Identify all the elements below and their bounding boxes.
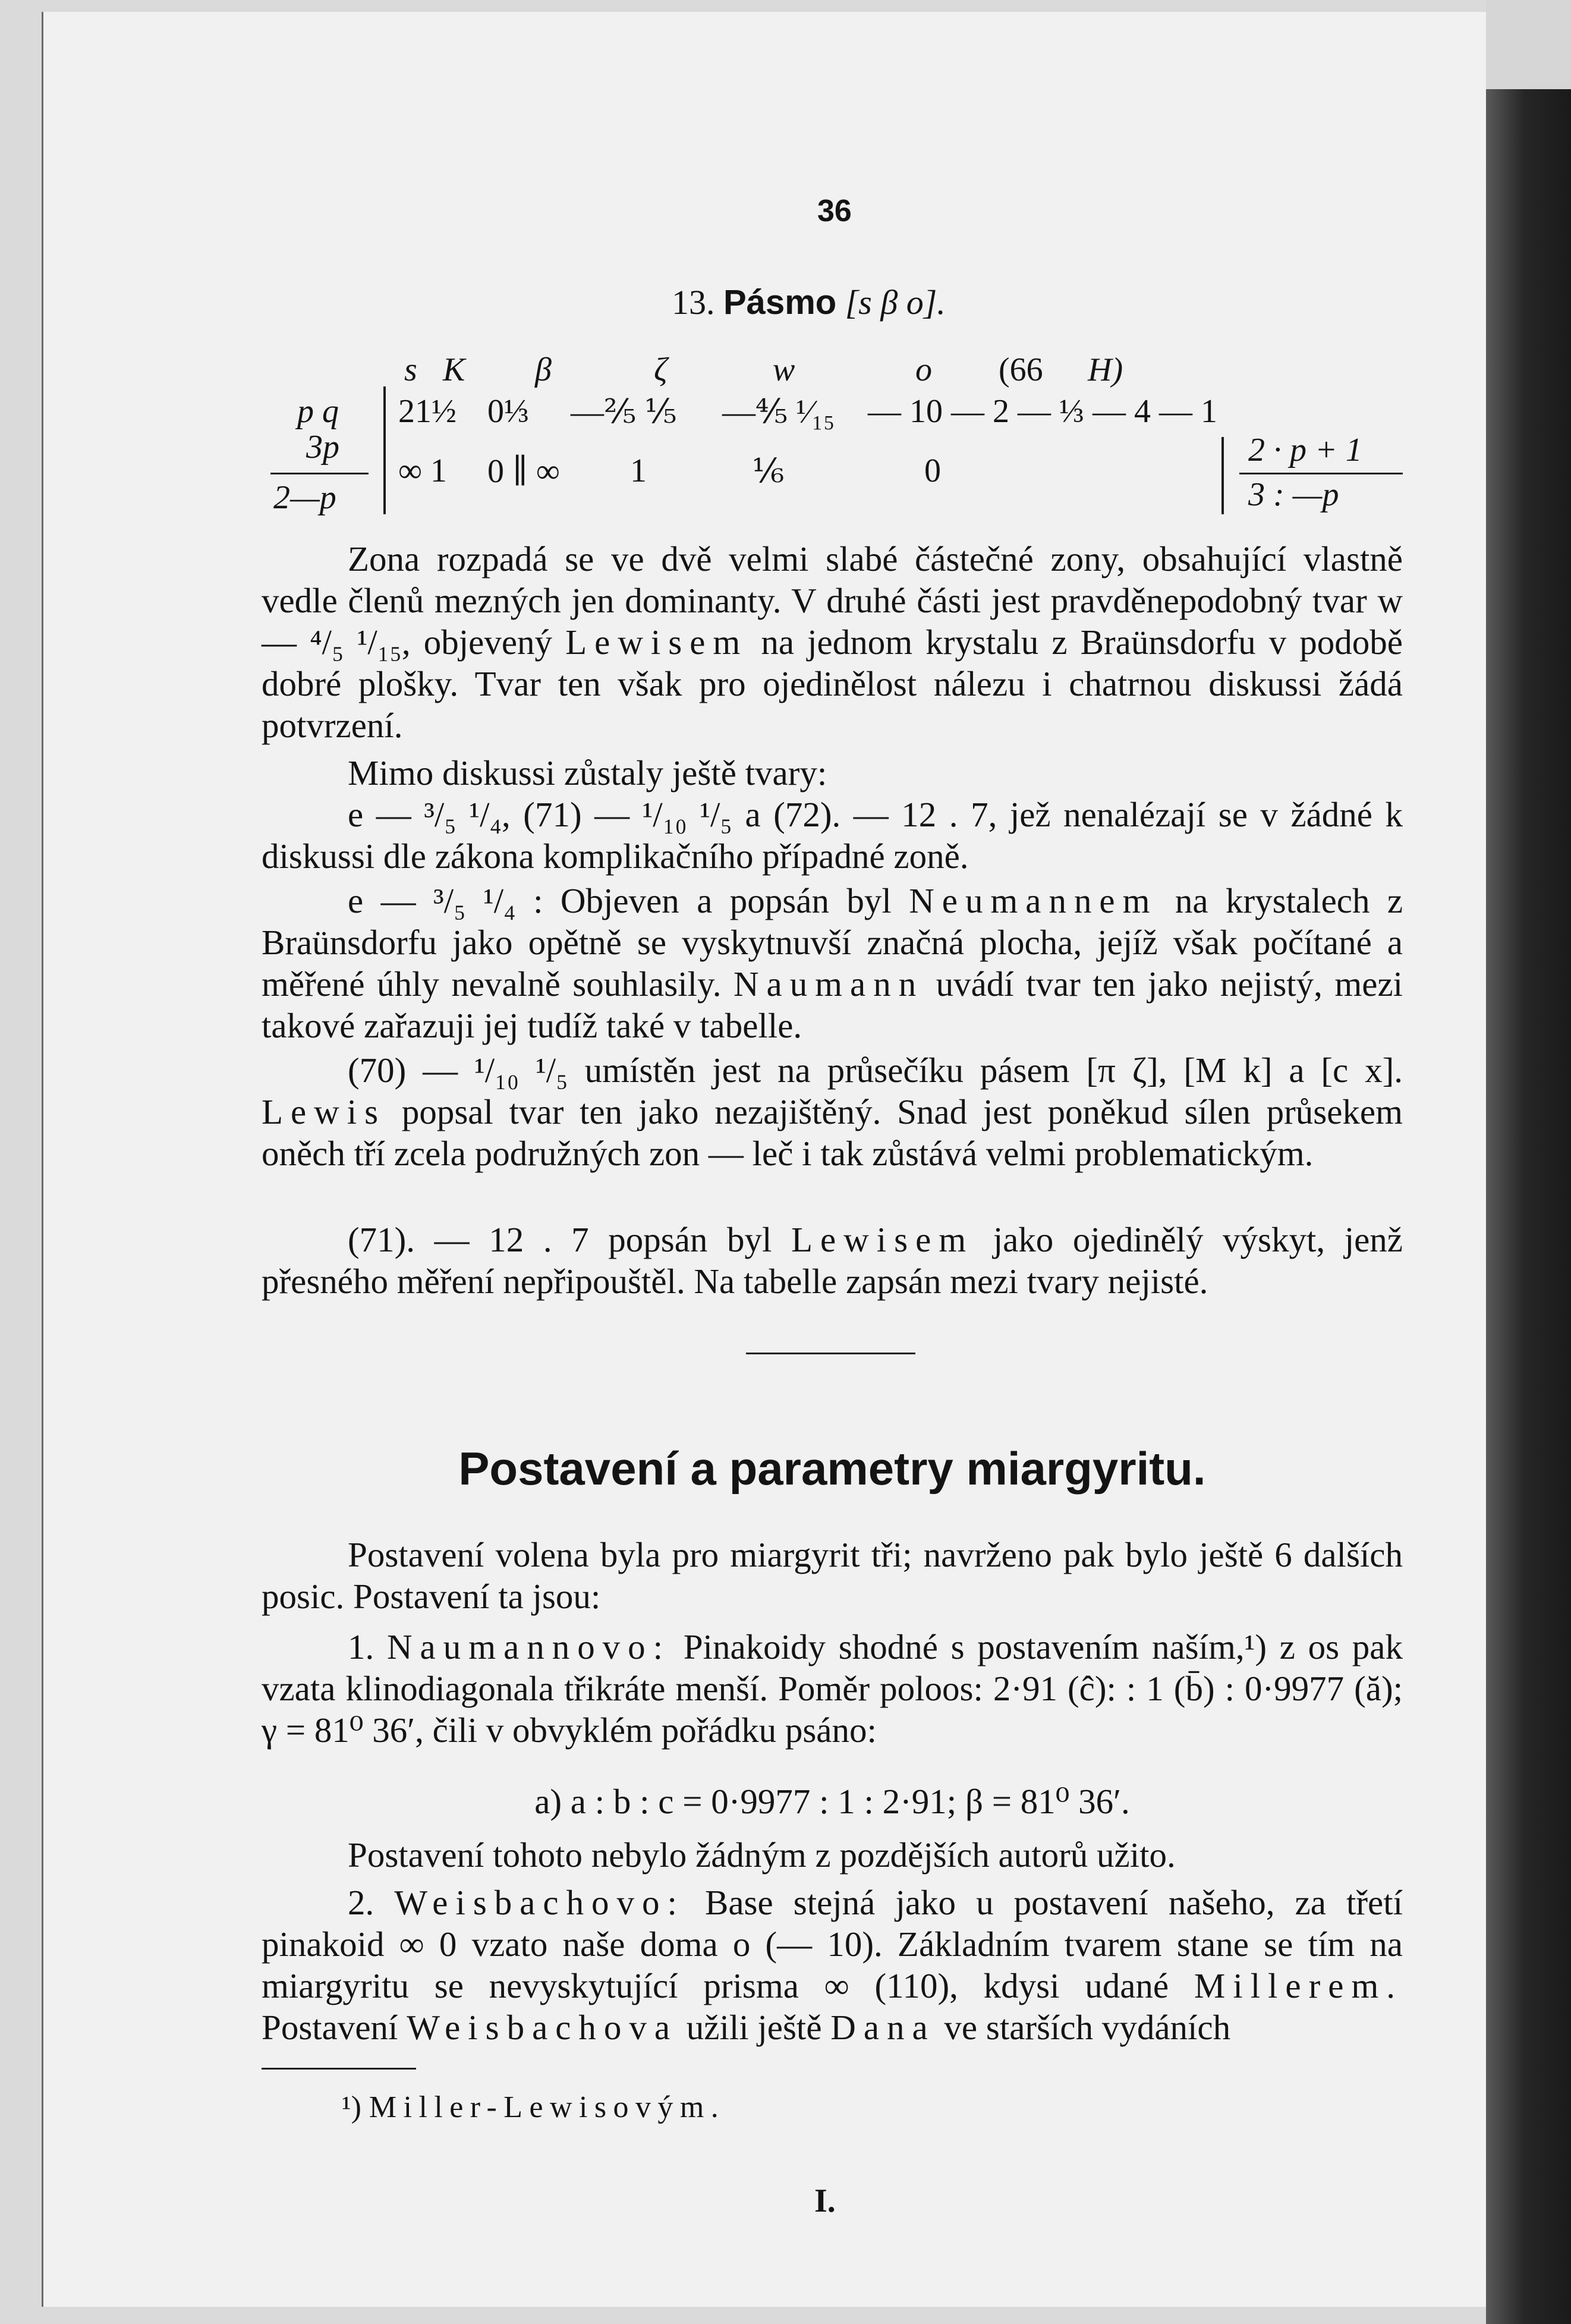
p10-text-e: ve starších vydáních: [944, 2008, 1231, 2047]
row2-v2: 0 ∥ ∞: [487, 453, 560, 490]
p4-name-2: Naumann: [733, 964, 924, 1004]
col-H: H): [1088, 351, 1123, 388]
p5-text-a: (70) — ¹/₁₀ ¹/₅ umístěn jest na průsečíku pásem [π ζ], [M k] a [c x].: [348, 1051, 1403, 1090]
row1-v3: —⅖ ⅕: [571, 394, 677, 430]
chapter-heading: Postavení a parametry miargyritu.: [458, 1442, 1206, 1495]
row2-right-fraction-bar: [1239, 473, 1403, 474]
paragraph-9: Postavení tohoto nebylo žádným z pozdějších autorů užito.: [348, 1835, 1176, 1875]
row2-v5: 0: [924, 452, 941, 489]
p10-number: 2.: [348, 1883, 374, 1922]
book-edge-top: [1486, 0, 1571, 89]
footnote-text: Miller-Lewisovým.: [369, 2090, 726, 2124]
footnote: [342, 2090, 725, 2125]
book-edge-shadow: [1486, 0, 1571, 2324]
p4-text-a: e — ³/₅ ¹/₄ : Objeven a popsán byl: [348, 881, 892, 920]
p4-name-1: Neumannem: [909, 881, 1158, 920]
section-zone: [s β o].: [845, 283, 946, 322]
row2-label-den: 2—p: [273, 479, 336, 516]
section-title: [672, 282, 946, 322]
p6-name: Lewisem: [791, 1220, 974, 1259]
p8-name: Naumannovo:: [386, 1627, 671, 1666]
section-divider: [746, 1353, 915, 1354]
row1-v1: 21½: [398, 393, 456, 430]
section-label: Pásmo: [723, 283, 837, 322]
row2-v1: ∞ 1: [398, 452, 447, 489]
paragraph-6: [262, 1219, 1403, 1302]
p1-text: Zona rozpadá se ve dvě velmi slabé částečné zony, obsahující vlastně vedle členů mezných jen dominanty. V druhé části jest pravděnepodobný tvar w — ⁴/₅ ¹/₁₅, objevený: [262, 539, 1403, 662]
p8-number: 1.: [348, 1627, 374, 1666]
table-left-rule: [383, 386, 386, 514]
col-zeta: ζ: [654, 351, 668, 388]
row2-label-fraction-bar: [270, 473, 369, 474]
paragraph-5: [262, 1049, 1403, 1174]
p10-name-4: Dana: [830, 2008, 936, 2047]
p10-name-2: Millerem.: [1194, 1966, 1403, 2005]
row1-label: p q: [297, 393, 339, 430]
p1-name: Lewisem: [565, 622, 748, 662]
col-w: w: [773, 351, 795, 388]
paragraph-7: Postavení volena byla pro miargyrit tři; navrženo pak bylo ještě 6 dalších posic. Postavení ta jsou:: [262, 1535, 1403, 1616]
page-number: 36: [817, 194, 852, 228]
paragraph-1: [262, 538, 1403, 746]
signature-mark: I.: [814, 2183, 836, 2219]
col-66: (66: [999, 351, 1043, 388]
p1-rest: na jednom krystalu z Braünsdorfu v podobě dobré plošky. Tvar ten však pro ojedinělost nálezu i chatrnou diskussi žádá potvrzení.: [262, 622, 1403, 745]
p10-text-b: Base stejná jako u postavení našeho, za třetí pinakoid ∞ 0 vzato naše doma o (— 10). Základním tvarem stane se tím na miargyritu se nevyskytující prisma ∞ (110), kdysi udané: [262, 1883, 1403, 2005]
p10-text-c: Postavení: [262, 2008, 398, 2047]
paragraph-4: [262, 880, 1403, 1046]
p6-text-a: (71). — 12 . 7 popsán byl: [348, 1220, 772, 1259]
p4-text-b: na krystalech z Braünsdorfu jako opětně se vyskytnuvší značná plocha, jejíž však počítané a měřené úhly nevalně souhlasily.: [262, 881, 1403, 1004]
col-o: o: [915, 351, 932, 388]
row1-v5: — 10 — 2 — ⅓ — 4 — 1: [868, 393, 1217, 430]
paragraph-8: [262, 1626, 1403, 1751]
col-s: s: [404, 351, 417, 388]
col-beta: β: [535, 351, 552, 388]
p4-text-c: uvádí tvar ten jako nejistý, mezi takové zařazuji jej tudíž také v tabelle.: [262, 964, 1403, 1045]
row2-v4: ⅙: [752, 453, 785, 490]
footnote-mark: ¹): [342, 2090, 361, 2124]
row1-v2: 0⅓: [487, 393, 529, 430]
footnote-rule: [262, 2068, 416, 2070]
p5-text-b: popsal tvar ten jako nezajištěný. Snad jest poněkud sílen průsekem oněch tří zcela podružných zon — leč i tak zůstává velmi problematickým.: [262, 1092, 1403, 1173]
paragraph-3: e — ³/₅ ¹/₄, (71) — ¹/₁₀ ¹/₅ a (72). — 12 . 7, jež nenalézají se v žádné k diskussi dle zákona komplikačního případné zoně.: [262, 795, 1403, 876]
row2-right-den: 3 : —p: [1248, 476, 1339, 513]
p10-name: Weisbachovo:: [394, 1883, 685, 1922]
section-number: 13.: [672, 283, 715, 322]
p5-name: Lewis: [262, 1092, 386, 1131]
paragraph-2: Mimo diskussi zůstaly ještě tvary:: [348, 753, 827, 793]
p6-text-b: jako ojedinělý výskyt, jenž přesného měření nepřipouštěl. Na tabelle zapsán mezi tvary nejisté.: [262, 1220, 1403, 1301]
row1-v4: —⅘ ¹⁄₁₅: [722, 394, 835, 430]
row2-right-num: 2 · p + 1: [1248, 432, 1362, 468]
row2-v3: 1: [630, 452, 647, 489]
p10-name-3: Weisbachova: [407, 2008, 678, 2047]
table-right-rule: [1221, 437, 1224, 514]
formula-a: a) a : b : c = 0·9977 : 1 : 2·91; β = 81⁰ 36′.: [534, 1782, 1130, 1821]
paragraph-10: [262, 1882, 1403, 2048]
p8-text: Pinakoidy shodné s postavením naším,¹) z os pak vzata klinodiagonala třikráte menší. Poměr poloos: 2·91 (ĉ): : 1 (b̄) : 0·9977 (ă); γ = 81⁰ 36′, čili v obvyklém pořádku psáno:: [262, 1627, 1403, 1750]
p10-text-d: užili ještě: [686, 2008, 822, 2047]
col-K: K: [443, 351, 465, 388]
row2-label-num: 3p: [306, 429, 339, 466]
